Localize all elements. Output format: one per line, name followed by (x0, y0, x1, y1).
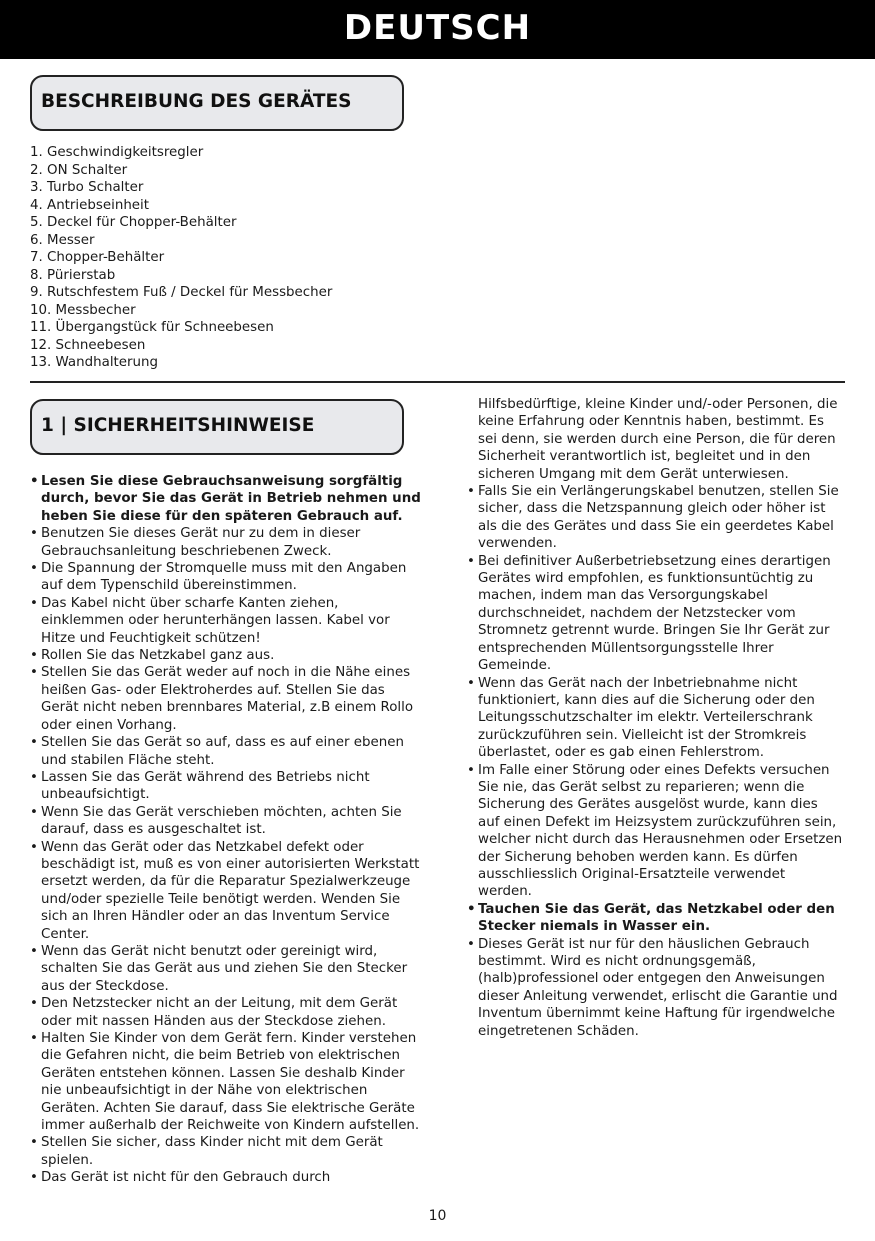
safety-bullet-item: • Das Gerät ist nicht für den Gebrauch durch (30, 1169, 422, 1186)
safety-bullet-item: • Rollen Sie das Netzkabel ganz aus. (30, 647, 422, 664)
safety-bullet-item: • Tauchen Sie das Gerät, das Netzkabel oder den Stecker niemals in Wasser ein. (467, 901, 843, 936)
safety-bullet-item: • Wenn das Gerät oder das Netzkabel defekt oder beschädigt ist, muß es von einer autorisierten Werkstatt ersetzt werden, da für die Reparatur Spezialwerkzeuge und/oder spezielle Teile benötigt werden. Wenden Sie sich an Ihren Händler oder an das Inventum Service Center. (30, 839, 422, 943)
parts-list-item: 10. Messbecher (30, 302, 136, 318)
safety-left-column (30, 473, 422, 1187)
safety-bullet-item: • Die Spannung der Stromquelle muss mit den Angaben auf dem Typenschild übereinstimmen. (30, 560, 422, 595)
description-heading-box (30, 75, 404, 131)
parts-list-item: 13. Wandhalterung (30, 355, 159, 370)
page-number: 10 (428, 1208, 447, 1224)
safety-bullet-item: • Den Netzstecker nicht an der Leitung, mit dem Gerät oder mit nassen Händen aus der Steckdose ziehen. (30, 995, 422, 1030)
safety-bullet-item: • Stellen Sie das Gerät so auf, dass es auf einer ebenen und stabilen Fläche steht. (30, 734, 422, 769)
parts-list-item: 11. Übergangstück für Schneebesen (30, 320, 274, 335)
parts-list-item: 9. Rutschfestem Fuß / Deckel für Messbecher (30, 285, 333, 300)
language-title: DEUTSCH (343, 8, 532, 48)
safety-continuation-text: Hilfsbedürftige, kleine Kinder und/-oder Personen, die keine Erfahrung oder Kenntnis haben, bestimmt. Es sei denn, sie werden durch eine Person, die für deren Sicherheit verantwortlich ist, begleitet und in den sicheren Umgang mit dem Gerät unterwiesen. (478, 397, 838, 482)
parts-list-item: 12. Schneebesen (30, 337, 146, 353)
safety-bullet-item: • Bei definitiver Außerbetriebsetzung eines derartigen Gerätes wird empfohlen, es funktionsuntüchtig zu machen, indem man das Versorgungskabel durchschneidet, nachdem der Netzstecker vom Stromnetz getrennt wurde. Bringen Sie Ihr Gerät zur entsprechenden Müllentsorgungsstelle Ihrer Gemeinde. (467, 553, 843, 675)
safety-bullet-item: • Stellen Sie sicher, dass Kinder nicht mit dem Gerät spielen. (30, 1134, 422, 1169)
section-divider (30, 381, 845, 383)
safety-bullet-item: • Stellen Sie das Gerät weder auf noch in die Nähe eines heißen Gas- oder Elektroherdes auf. Stellen Sie das Gerät nicht neben brennbares Material, z.B einem Rollo oder einen Vorhang. (30, 664, 422, 734)
parts-list-item: 7. Chopper-Behälter (30, 250, 165, 265)
description-heading: BESCHREIBUNG DES GERÄTES (41, 91, 352, 112)
safety-heading: 1 | SICHERHEITSHINWEISE (41, 415, 315, 436)
safety-bullet-item: • Wenn das Gerät nicht benutzt oder gereinigt wird, schalten Sie das Gerät aus und ziehen Sie den Stecker aus der Steckdose. (30, 943, 422, 995)
safety-bullet-item: • Lesen Sie diese Gebrauchsanweisung sorgfältig durch, bevor Sie das Gerät in Betrieb nehmen und heben Sie diese für den späteren Gebrauch auf. (30, 473, 422, 525)
parts-list-item: 5. Deckel für Chopper-Behälter (30, 215, 237, 230)
safety-bullet-item: • Wenn Sie das Gerät verschieben möchten, achten Sie darauf, dass es ausgeschaltet ist. (30, 804, 422, 839)
safety-heading-box (30, 399, 404, 455)
parts-list-item: 1. Geschwindigkeitsregler (30, 145, 204, 160)
parts-list-item: 6. Messer (30, 232, 95, 248)
safety-bullet-item: • Das Kabel nicht über scharfe Kanten ziehen, einklemmen oder herunterhängen lassen. Kabel vor Hitze und Feuchtigkeit schützen! (30, 595, 422, 647)
safety-bullet-item: • Im Falle einer Störung oder eines Defekts versuchen Sie nie, das Gerät selbst zu reparieren; wenn die Sicherung des Gerätes ausgelöst wurde, kann dies auf einen Defekt im Heizsystem zurückzuführen sein, welcher nicht durch das Herausnehmen oder Ersetzen der Sicherung behoben werden kann. Es dürfen ausschliesslich Original-Ersatzteile verwendet werden. (467, 762, 843, 901)
parts-list-item: 3. Turbo Schalter (30, 180, 144, 195)
parts-list-item: 2. ON Schalter (30, 162, 128, 178)
safety-bullet-item: • Lassen Sie das Gerät während des Betriebs nicht unbeaufsichtigt. (30, 769, 422, 804)
parts-list-item: 4. Antriebseinheit (30, 197, 150, 213)
safety-bullet-item: • Halten Sie Kinder von dem Gerät fern. Kinder verstehen die Gefahren nicht, die beim Betrieb von elektrischen Geräten entstehen können. Lassen Sie deshalb Kinder nie unbeaufsichtigt in der Nähe von elektrischen Geräten. Achten Sie darauf, dass Sie elektrische Geräte immer außerhalb der Reichweite von Kindern aufstellen. (30, 1030, 422, 1134)
language-header-bar (0, 0, 875, 59)
parts-list-item: 8. Pürierstab (30, 267, 116, 283)
safety-bullet-item: • Falls Sie ein Verlängerungskabel benutzen, stellen Sie sicher, dass die Netzspannung gleich oder höher ist als die des Gerätes und dass Sie ein geerdetes Kabel verwenden. (467, 483, 843, 553)
safety-bullet-item: • Dieses Gerät ist nur für den häuslichen Gebrauch bestimmt. Wird es nicht ordnungsgemäß, (halb)professionel oder entgegen den Anweisungen dieser Anleitung verwendet, erlischt die Garantie und Inventum übernimmt keine Haftung für irgendwelche eingetretenen Schäden. (467, 936, 843, 1040)
safety-bullet-item: • Wenn das Gerät nach der Inbetriebnahme nicht funktioniert, kann dies auf die Sicherung oder den Leitungsschutzschalter im elektr. Verteilerschrank zurückzuführen sein. Vielleicht ist der Stromkreis überlastet, oder es gab einen Fehlerstrom. (467, 675, 843, 762)
safety-right-column (467, 396, 843, 1040)
parts-list (30, 144, 332, 372)
safety-bullet-item: • Benutzen Sie dieses Gerät nur zu dem in dieser Gebrauchsanleitung beschriebenen Zweck. (30, 525, 422, 560)
